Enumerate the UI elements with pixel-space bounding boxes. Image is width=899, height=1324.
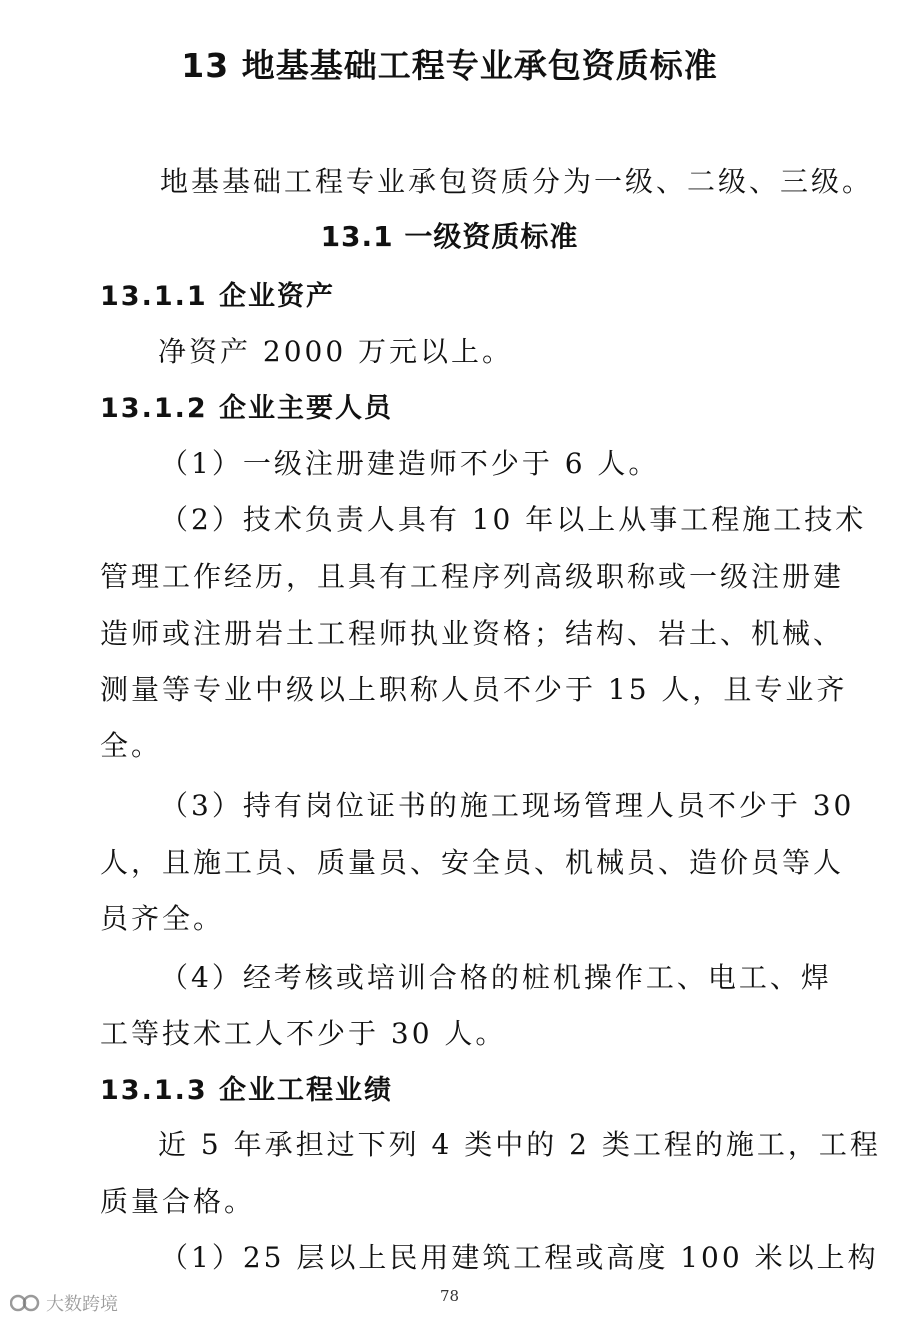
section-heading-13-1: 13.1 一级资质标准 [320,220,579,253]
personnel-item-3-line-3: 员齐全。 [100,902,225,935]
performance-paragraph-line-2: 质量合格。 [100,1185,256,1218]
personnel-item-1: （1）一级注册建造师不少于 6 人。 [160,447,660,480]
personnel-item-2-line-1: （2）技术负责人具有 10 年以上从事工程施工技术 [160,503,867,536]
watermark-logo-icon [10,1292,40,1314]
performance-item-1-line-1: （1）25 层以上民用建筑工程或高度 100 米以上构 [160,1241,879,1274]
assets-paragraph: 净资产 2000 万元以上。 [158,335,514,368]
heading-13-1-3: 13.1.3 企业工程业绩 [100,1075,394,1106]
heading-13-1-2: 13.1.2 企业主要人员 [100,393,394,424]
personnel-item-4-line-2: 工等技术工人不少于 30 人。 [100,1017,507,1050]
personnel-item-2-line-5: 全。 [100,729,163,762]
watermark-text: 大数跨境 [46,1294,118,1315]
personnel-item-2-line-2: 管理工作经历，且具有工程序列高级职称或一级注册建 [100,560,845,593]
intro-paragraph: 地基基础工程专业承包资质分为一级、二级、三级。 [160,165,874,198]
performance-paragraph-line-1: 近 5 年承担过下列 4 类中的 2 类工程的施工，工程 [158,1128,881,1161]
document-title: 13 地基基础工程专业承包资质标准 [181,46,718,85]
personnel-item-2-line-4: 测量等专业中级以上职称人员不少于 15 人，且专业齐 [100,673,848,706]
heading-13-1-1: 13.1.1 企业资产 [100,281,336,312]
personnel-item-3-line-1: （3）持有岗位证书的施工现场管理人员不少于 30 [160,789,855,822]
personnel-item-4-line-1: （4）经考核或培训合格的桩机操作工、电工、焊 [160,961,832,994]
watermark [10,1290,118,1316]
page-number: 78 [439,1287,460,1305]
personnel-item-3-line-2: 人，且施工员、质量员、安全员、机械员、造价员等人 [100,846,845,879]
personnel-item-2-line-3: 造师或注册岩土工程师执业资格；结构、岩土、机械、 [100,617,845,650]
